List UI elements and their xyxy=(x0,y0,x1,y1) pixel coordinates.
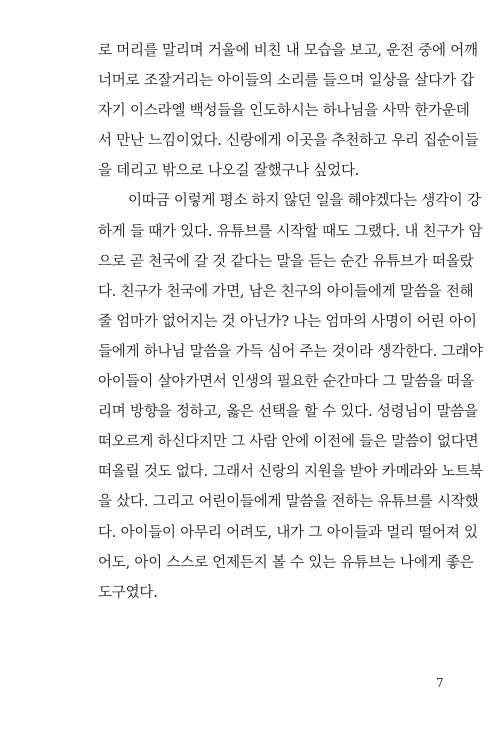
page-number: 7 xyxy=(436,676,444,690)
text-line: 로 머리를 말리며 거울에 비친 내 모습을 보고, 운전 중에 어깨 xyxy=(98,43,478,59)
text-line: 서 만난 느낌이었다. 신랑에게 이곳을 추천하고 우리 집순이들 xyxy=(98,133,479,150)
text-line: 떠올릴 것도 없다. 그래서 신랑의 지원을 받아 카메라와 노트북 xyxy=(98,464,483,481)
text-line: 리며 방향을 정하고, 옳은 선택을 할 수 있다. 성령님이 말씀을 xyxy=(98,404,478,421)
text-line: 줄 엄마가 없어지는 것 아닌가? 나는 엄마의 사명이 어린 아이 xyxy=(98,313,477,330)
text-line: 너머로 조잘거리는 아이들의 소리를 들으며 일상을 살다가 갑 xyxy=(98,73,475,90)
text-line: 이따금 이렇게 평소 하지 않던 일을 해야겠다는 생각이 강 xyxy=(128,193,481,210)
text-line: 을 샀다. 그리고 어린이들에게 말씀을 전하는 유튜브를 시작했 xyxy=(98,494,479,511)
body-text xyxy=(98,36,483,608)
text-line: 어도, 아이 스스로 언제든지 볼 수 있는 유튜브는 나에게 좋은 xyxy=(98,554,474,571)
text-line: 으로 곧 천국에 갈 것 같다는 말을 듣는 순간 유튜브가 떠올랐 xyxy=(98,253,474,270)
text-line: 아이들이 살아가면서 인생의 필요한 순간마다 그 말씀을 떠올 xyxy=(98,374,475,391)
text-line: 도구였다. xyxy=(98,584,158,601)
text-line: 들에게 하나님 말씀을 가득 심어 주는 것이라 생각한다. 그래야 xyxy=(98,343,483,360)
text-line: 자기 이스라엘 백성들을 인도하시는 하나님을 사막 한가운데 xyxy=(98,103,470,120)
text-line: 다. 아이들이 아무리 어려도, 내가 그 아이들과 멀리 떨어져 있 xyxy=(98,524,478,541)
text-line: 다. 친구가 천국에 가면, 남은 친구의 아이들에게 말씀을 전해 xyxy=(98,283,474,300)
text-line: 을 데리고 밖으로 나오길 잘했구나 싶었다. xyxy=(98,163,360,180)
text-line: 떠오르게 하신다지만 그 사람 안에 이전에 들은 말씀이 없다면 xyxy=(98,434,479,451)
text-line: 하게 들 때가 있다. 유튜브를 시작할 때도 그랬다. 내 친구가 암 xyxy=(98,223,483,240)
